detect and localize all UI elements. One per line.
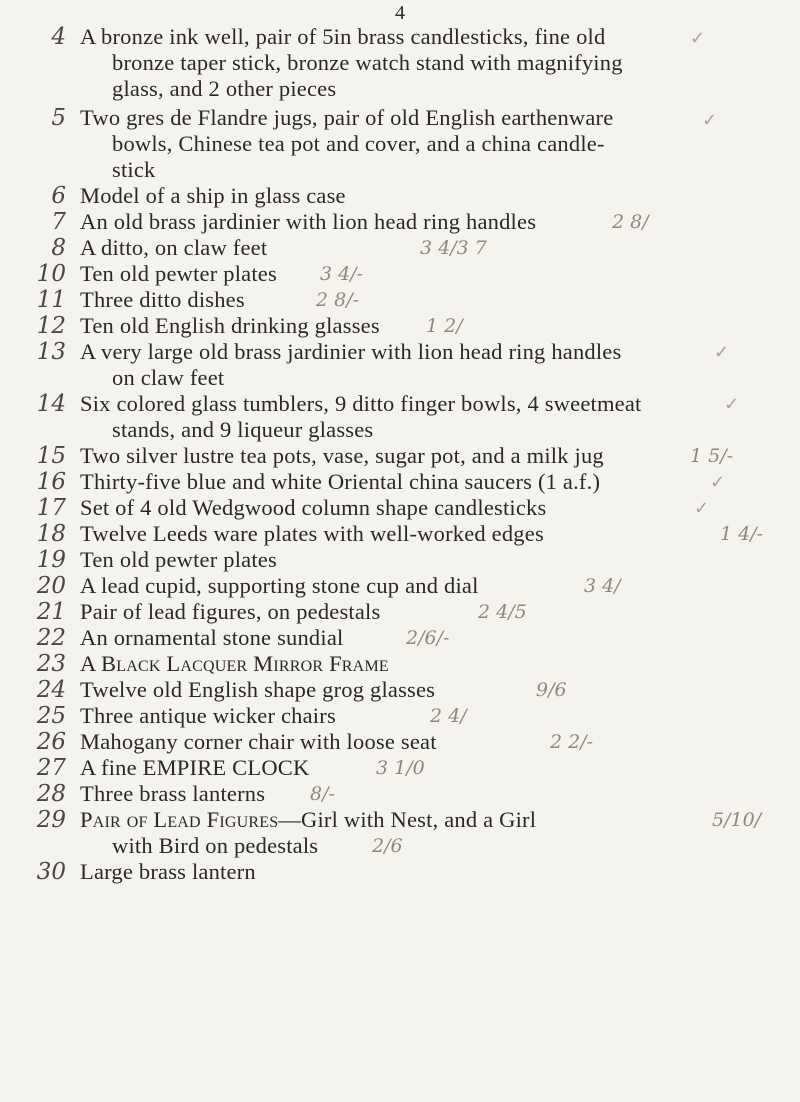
lot-line: Three ditto dishes bbox=[80, 287, 245, 312]
lot-29 bbox=[0, 808, 800, 832]
lot-26 bbox=[0, 730, 800, 754]
price-annotation: 2/6/- bbox=[406, 627, 450, 649]
lot-17 bbox=[0, 496, 800, 520]
lot-12 bbox=[0, 314, 800, 338]
lot-line: on claw feet bbox=[112, 365, 225, 390]
lot-line: An old brass jardinier with lion head ring handles bbox=[80, 209, 537, 234]
lot-number: 14 bbox=[36, 391, 66, 417]
lot-line: glass, and 2 other pieces bbox=[112, 76, 337, 101]
lot-line: A fine EMPIRE CLOCK bbox=[80, 755, 310, 780]
lot-line: Pair of lead figures, on pedestals bbox=[80, 599, 381, 624]
margin-mark: ✓ bbox=[702, 110, 718, 131]
price-annotation: 9/6 bbox=[536, 679, 567, 701]
lot-6 bbox=[0, 184, 800, 208]
lot-16 bbox=[0, 470, 800, 494]
price-annotation: 2/6 bbox=[372, 835, 403, 857]
lot-number: 18 bbox=[36, 521, 66, 547]
margin-mark: ✓ bbox=[694, 498, 710, 519]
lot-13 bbox=[0, 340, 800, 364]
lot-line: bronze taper stick, bronze watch stand with magnifying bbox=[112, 50, 623, 75]
lot-number: 25 bbox=[36, 703, 66, 729]
lot-19 bbox=[0, 548, 800, 572]
lot-23 bbox=[0, 652, 800, 676]
lot-8 bbox=[0, 236, 800, 260]
lot-line: Large brass lantern bbox=[80, 859, 256, 884]
lot-21 bbox=[0, 600, 800, 624]
lot-number: 24 bbox=[36, 677, 66, 703]
lot-25 bbox=[0, 704, 800, 728]
lot-number: 30 bbox=[36, 859, 66, 885]
lot-27 bbox=[0, 756, 800, 780]
lot-line: Twelve old English shape grog glasses bbox=[80, 677, 436, 702]
lot-11 bbox=[0, 288, 800, 312]
lot-number: 13 bbox=[36, 339, 66, 365]
margin-mark: ✓ bbox=[710, 472, 726, 493]
price-annotation: 3 4/3 7 bbox=[420, 237, 487, 259]
lot-15 bbox=[0, 444, 800, 468]
lot-20 bbox=[0, 574, 800, 598]
price-annotation: 1 5/- bbox=[690, 445, 734, 467]
lot-line: Mahogany corner chair with loose seat bbox=[80, 729, 437, 754]
lot-line-rest: —Girl with Nest, and a Girl bbox=[278, 807, 537, 832]
lot-line: Ten old pewter plates bbox=[80, 547, 277, 572]
lot-number: 20 bbox=[36, 573, 66, 599]
lot-line: Model of a ship in glass case bbox=[80, 183, 346, 208]
lot-number: 22 bbox=[36, 625, 66, 651]
lot-14 bbox=[0, 392, 800, 416]
lot-number: 16 bbox=[36, 469, 66, 495]
lot-line: Twelve Leeds ware plates with well-worked edges bbox=[80, 521, 544, 546]
lot-24 bbox=[0, 678, 800, 702]
price-annotation: 2 8/ bbox=[612, 211, 649, 233]
lot-line: stick bbox=[112, 157, 156, 182]
lot-line: Three brass lanterns bbox=[80, 781, 266, 806]
lot-line bbox=[80, 808, 536, 832]
lot-line: Two silver lustre tea pots, vase, sugar pot, and a milk jug bbox=[80, 443, 604, 468]
lot-number: 27 bbox=[36, 755, 66, 781]
lot-line: with Bird on pedestals bbox=[112, 833, 319, 858]
price-annotation: 2 4/ bbox=[430, 705, 467, 727]
lot-5 bbox=[0, 106, 800, 130]
price-annotation: 3 1/0 bbox=[376, 757, 425, 779]
lot-number: 11 bbox=[36, 287, 66, 313]
lot-line: Three antique wicker chairs bbox=[80, 703, 336, 728]
lot-4 bbox=[0, 25, 800, 49]
price-annotation: 2 2/- bbox=[550, 731, 594, 753]
margin-mark: ✓ bbox=[690, 28, 706, 49]
price-annotation: 3 4/ bbox=[584, 575, 621, 597]
lot-line: Ten old English drinking glasses bbox=[80, 313, 380, 338]
lot-line: A Black Lacquer Mirror Frame bbox=[80, 651, 389, 676]
lot-line: stands, and 9 liqueur glasses bbox=[112, 417, 374, 442]
page-number: 4 bbox=[395, 2, 405, 24]
lot-number: 29 bbox=[36, 807, 66, 833]
lot-number: 10 bbox=[36, 261, 66, 287]
lot-number: 7 bbox=[51, 209, 66, 235]
lot-line: Ten old pewter plates bbox=[80, 261, 277, 286]
lot-line: A lead cupid, supporting stone cup and dial bbox=[80, 573, 479, 598]
lot-line: A bronze ink well, pair of 5in brass candlesticks, fine old bbox=[80, 24, 606, 49]
lot-line: A ditto, on claw feet bbox=[80, 235, 268, 260]
lot-line-smallcaps: Pair of Lead Figures bbox=[80, 807, 279, 832]
lot-line: Set of 4 old Wedgwood column shape candlesticks bbox=[80, 495, 547, 520]
price-annotation: 3 4/- bbox=[320, 263, 364, 285]
lot-line: Thirty-five blue and white Oriental china saucers (1 a.f.) bbox=[80, 469, 601, 494]
lot-10 bbox=[0, 262, 800, 286]
lot-number: 21 bbox=[36, 599, 66, 625]
lot-line: A very large old brass jardinier with lion head ring handles bbox=[80, 339, 622, 364]
lot-number: 23 bbox=[36, 651, 66, 677]
price-annotation: 2 8/- bbox=[316, 289, 360, 311]
margin-mark: ✓ bbox=[724, 394, 740, 415]
price-annotation: 2 4/5 bbox=[478, 601, 527, 623]
lot-number: 28 bbox=[36, 781, 66, 807]
price-annotation: 1 4/- bbox=[720, 523, 764, 545]
lot-line: Six colored glass tumblers, 9 ditto finger bowls, 4 sweetmeat bbox=[80, 391, 642, 416]
lot-number: 17 bbox=[36, 495, 66, 521]
lot-line: An ornamental stone sundial bbox=[80, 625, 344, 650]
lot-number: 15 bbox=[36, 443, 66, 469]
lot-number: 26 bbox=[36, 729, 66, 755]
lot-22 bbox=[0, 626, 800, 650]
lot-number: 8 bbox=[51, 235, 66, 261]
lot-line: bowls, Chinese tea pot and cover, and a china candle- bbox=[112, 131, 605, 156]
lot-number: 12 bbox=[36, 313, 66, 339]
lot-18 bbox=[0, 522, 800, 546]
lot-number: 19 bbox=[36, 547, 66, 573]
lot-28 bbox=[0, 782, 800, 806]
lot-30 bbox=[0, 860, 800, 884]
price-annotation: 8/- bbox=[310, 783, 335, 805]
lot-number: 4 bbox=[51, 24, 66, 50]
lot-7 bbox=[0, 210, 800, 234]
lot-number: 6 bbox=[51, 183, 66, 209]
lot-number: 5 bbox=[51, 105, 66, 131]
price-annotation: 5/10/ bbox=[712, 809, 762, 831]
margin-mark: ✓ bbox=[714, 342, 730, 363]
lot-line: Two gres de Flandre jugs, pair of old English earthenware bbox=[80, 105, 614, 130]
price-annotation: 1 2/ bbox=[426, 315, 463, 337]
